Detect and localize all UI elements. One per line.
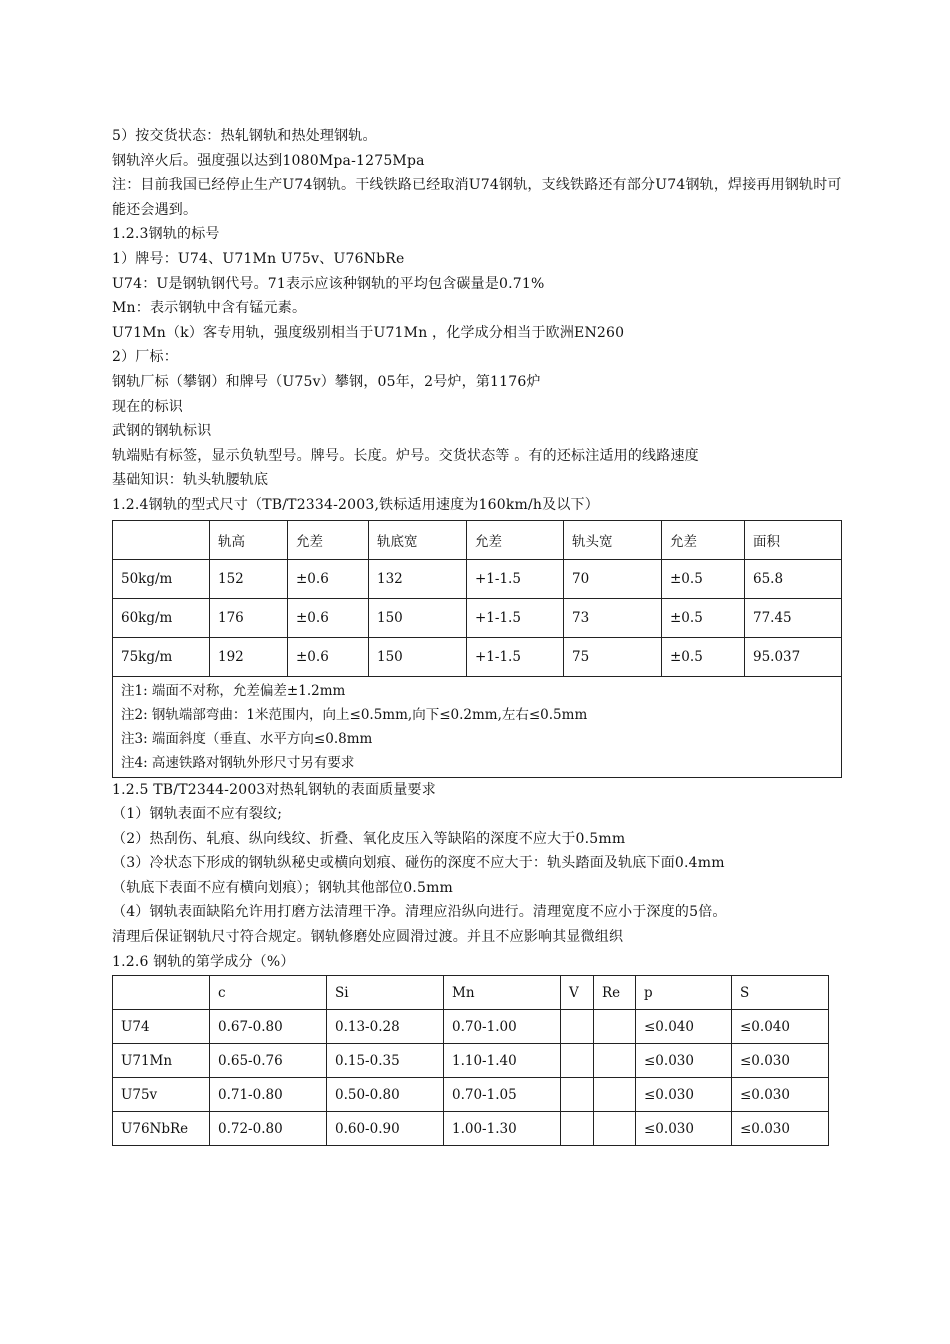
table-cell: 50kg/m [113,559,210,598]
table-header-cell: Re [594,976,636,1010]
chemical-composition-table [112,975,829,1146]
table-header-cell: 轨高 [210,520,288,559]
table-note: 注2: 钢轨端部弯曲：1米范围内，向上≤0.5mm,向下≤0.2mm,左右≤0.5mm [121,706,588,723]
table-cell [561,1112,594,1146]
table-cell: 60kg/m [113,598,210,637]
paragraph: 5）按交货状态：热轧钢轨和热处理钢轨。 [112,128,377,144]
table-row [113,559,842,598]
section-heading: 1.2.4钢轨的型式尺寸（TB/T2334-2003,铁标适用速度为160km/h及以下） [112,496,599,513]
paragraph: （4）钢轨表面缺陷允许用打磨方法清理干净。清理应沿纵向进行。清理宽度不应小于深度的5倍。 [112,904,727,921]
paragraph: 1）牌号：U74、U71Mn U75v、U76NbRe [112,250,405,267]
table-header-row [113,976,829,1010]
table-cell [594,1112,636,1146]
table-cell: 150 [369,598,467,637]
table-row [113,598,842,637]
table-note: 注1: 端面不对称，允差偏差±1.2mm [121,682,346,699]
section-heading: 1.2.6 钢轨的第学成分（%） [112,953,295,970]
table-cell: U74 [113,1010,210,1044]
table-cell: U76NbRe [113,1112,210,1146]
table-cell: 0.70-1.05 [444,1078,561,1112]
table-cell: 70 [564,559,662,598]
table-cell: U75v [113,1078,210,1112]
table-cell: 0.72-0.80 [210,1112,327,1146]
rail-dimensions-table [112,520,842,778]
paragraph: （3）冷状态下形成的钢轨纵秘史或横向划痕、碰伤的深度不应大于：轨头踏面及轨底下面0.4mm [112,855,725,872]
table-cell [561,1010,594,1044]
table-notes-row [113,676,842,777]
table-cell: +1-1.5 [467,559,564,598]
table-cell: 1.00-1.30 [444,1112,561,1146]
table-cell: 0.67-0.80 [210,1010,327,1044]
table-cell: +1-1.5 [467,637,564,676]
table-cell [594,1044,636,1078]
table-header-row [113,520,842,559]
table-cell: 0.71-0.80 [210,1078,327,1112]
table-row [113,1044,829,1078]
table-cell: ≤0.030 [732,1078,829,1112]
table-cell: ≤0.030 [732,1112,829,1146]
table-cell: 0.70-1.00 [444,1010,561,1044]
table-row [113,1112,829,1146]
table-note: 注4: 高速铁路对钢轨外形尺寸另有要求 [121,754,355,771]
table-cell: 75kg/m [113,637,210,676]
document-page [112,124,852,1146]
table-cell: ≤0.030 [636,1044,732,1078]
table-header-cell: Mn [444,976,561,1010]
table-header-cell [113,520,210,559]
table-cell: 192 [210,637,288,676]
paragraph: 基础知识：轨头轨腰轨底 [112,472,269,489]
paragraph: U74：U是钢轨钢代号。71表示应该种钢轨的平均包含碳量是0.71% [112,275,545,292]
table-row [113,1078,829,1112]
table-cell: +1-1.5 [467,598,564,637]
paragraph: （2）热刮伤、轧痕、纵向线纹、折叠、氧化皮压入等缺陷的深度不应大于0.5mm [112,830,626,847]
table-header-cell [113,976,210,1010]
table-header-cell: p [636,976,732,1010]
table-cell: 65.8 [745,559,842,598]
section-heading: 1.2.3钢轨的标号 [112,226,220,243]
paragraph: Mn：表示钢轨中含有锰元素。 [112,300,307,317]
table-cell [561,1044,594,1078]
table-notes-cell [113,676,842,777]
paragraph: 注：目前我国已经停止生产U74钢轨。干线铁路已经取消U74钢轨，支线铁路还有部分U74钢轨，焊接再用钢轨时可能还会遇到。 [112,177,842,218]
paragraph: （轨底下表面不应有横向划痕）；钢轨其他部位0.5mm [112,879,454,896]
table-cell: ±0.6 [288,598,369,637]
table-cell: ≤0.030 [732,1044,829,1078]
table-header-cell: c [210,976,327,1010]
table-row [113,637,842,676]
table-header-cell: 允差 [288,520,369,559]
table-cell: 75 [564,637,662,676]
table-cell: 150 [369,637,467,676]
paragraph: 钢轨厂标（攀钢）和牌号（U75v）攀钢，05年，2号炉，第1176炉 [112,373,541,390]
table-cell [594,1010,636,1044]
table-header-cell: V [561,976,594,1010]
paragraph: U71Mn（k）客专用轨，强度级别相当于U71Mn ，化学成分相当于欧洲EN260 [112,324,625,341]
table-cell: 0.50-0.80 [327,1078,444,1112]
table-cell: ±0.6 [288,559,369,598]
table-cell: 176 [210,598,288,637]
table-note: 注3: 端面斜度（垂直、水平方向≤0.8mm [121,730,373,747]
table-header-cell: 允差 [662,520,745,559]
table-cell: 152 [210,559,288,598]
table-cell: ≤0.030 [636,1078,732,1112]
table-cell [594,1078,636,1112]
paragraph: 钢轨淬火后。强度强以达到1080Mpa-1275Mpa [112,152,425,169]
table-header-cell: 面积 [745,520,842,559]
table-cell: ≤0.040 [636,1010,732,1044]
table-cell: 132 [369,559,467,598]
table-cell: 1.10-1.40 [444,1044,561,1078]
table-cell: 0.15-0.35 [327,1044,444,1078]
paragraph: 现在的标识 [112,398,183,415]
table-header-cell: Si [327,976,444,1010]
table-cell [561,1078,594,1112]
table-cell: ±0.5 [662,598,745,637]
table-header-cell: 允差 [467,520,564,559]
paragraph: 清理后保证钢轨尺寸符合规定。钢轨修磨处应圆滑过渡。并且不应影响其显微组织 [112,929,624,946]
paragraph: 2）厂标： [112,349,178,366]
table-cell: ±0.5 [662,637,745,676]
table-cell: ≤0.040 [732,1010,829,1044]
table-cell: U71Mn [113,1044,210,1078]
table-header-cell: 轨底宽 [369,520,467,559]
table-header-cell: 轨头宽 [564,520,662,559]
table-cell: ≤0.030 [636,1112,732,1146]
paragraph: 轨端贴有标签，显示负轨型号。牌号。长度。炉号。交货状态等 。有的还标注适用的线路速度 [112,447,699,464]
section-heading: 1.2.5 TB/T2344-2003对热轧钢轨的表面质量要求 [112,781,436,798]
table-cell: 0.13-0.28 [327,1010,444,1044]
table-cell: 95.037 [745,637,842,676]
table-cell: 0.65-0.76 [210,1044,327,1078]
table-cell: ±0.6 [288,637,369,676]
table-cell: 77.45 [745,598,842,637]
table-header-cell: S [732,976,829,1010]
table-cell: ±0.5 [662,559,745,598]
paragraph: （1）钢轨表面不应有裂纹; [112,806,283,823]
table-row [113,1010,829,1044]
paragraph: 武钢的钢轨标识 [112,423,212,440]
table-cell: 0.60-0.90 [327,1112,444,1146]
table-cell: 73 [564,598,662,637]
